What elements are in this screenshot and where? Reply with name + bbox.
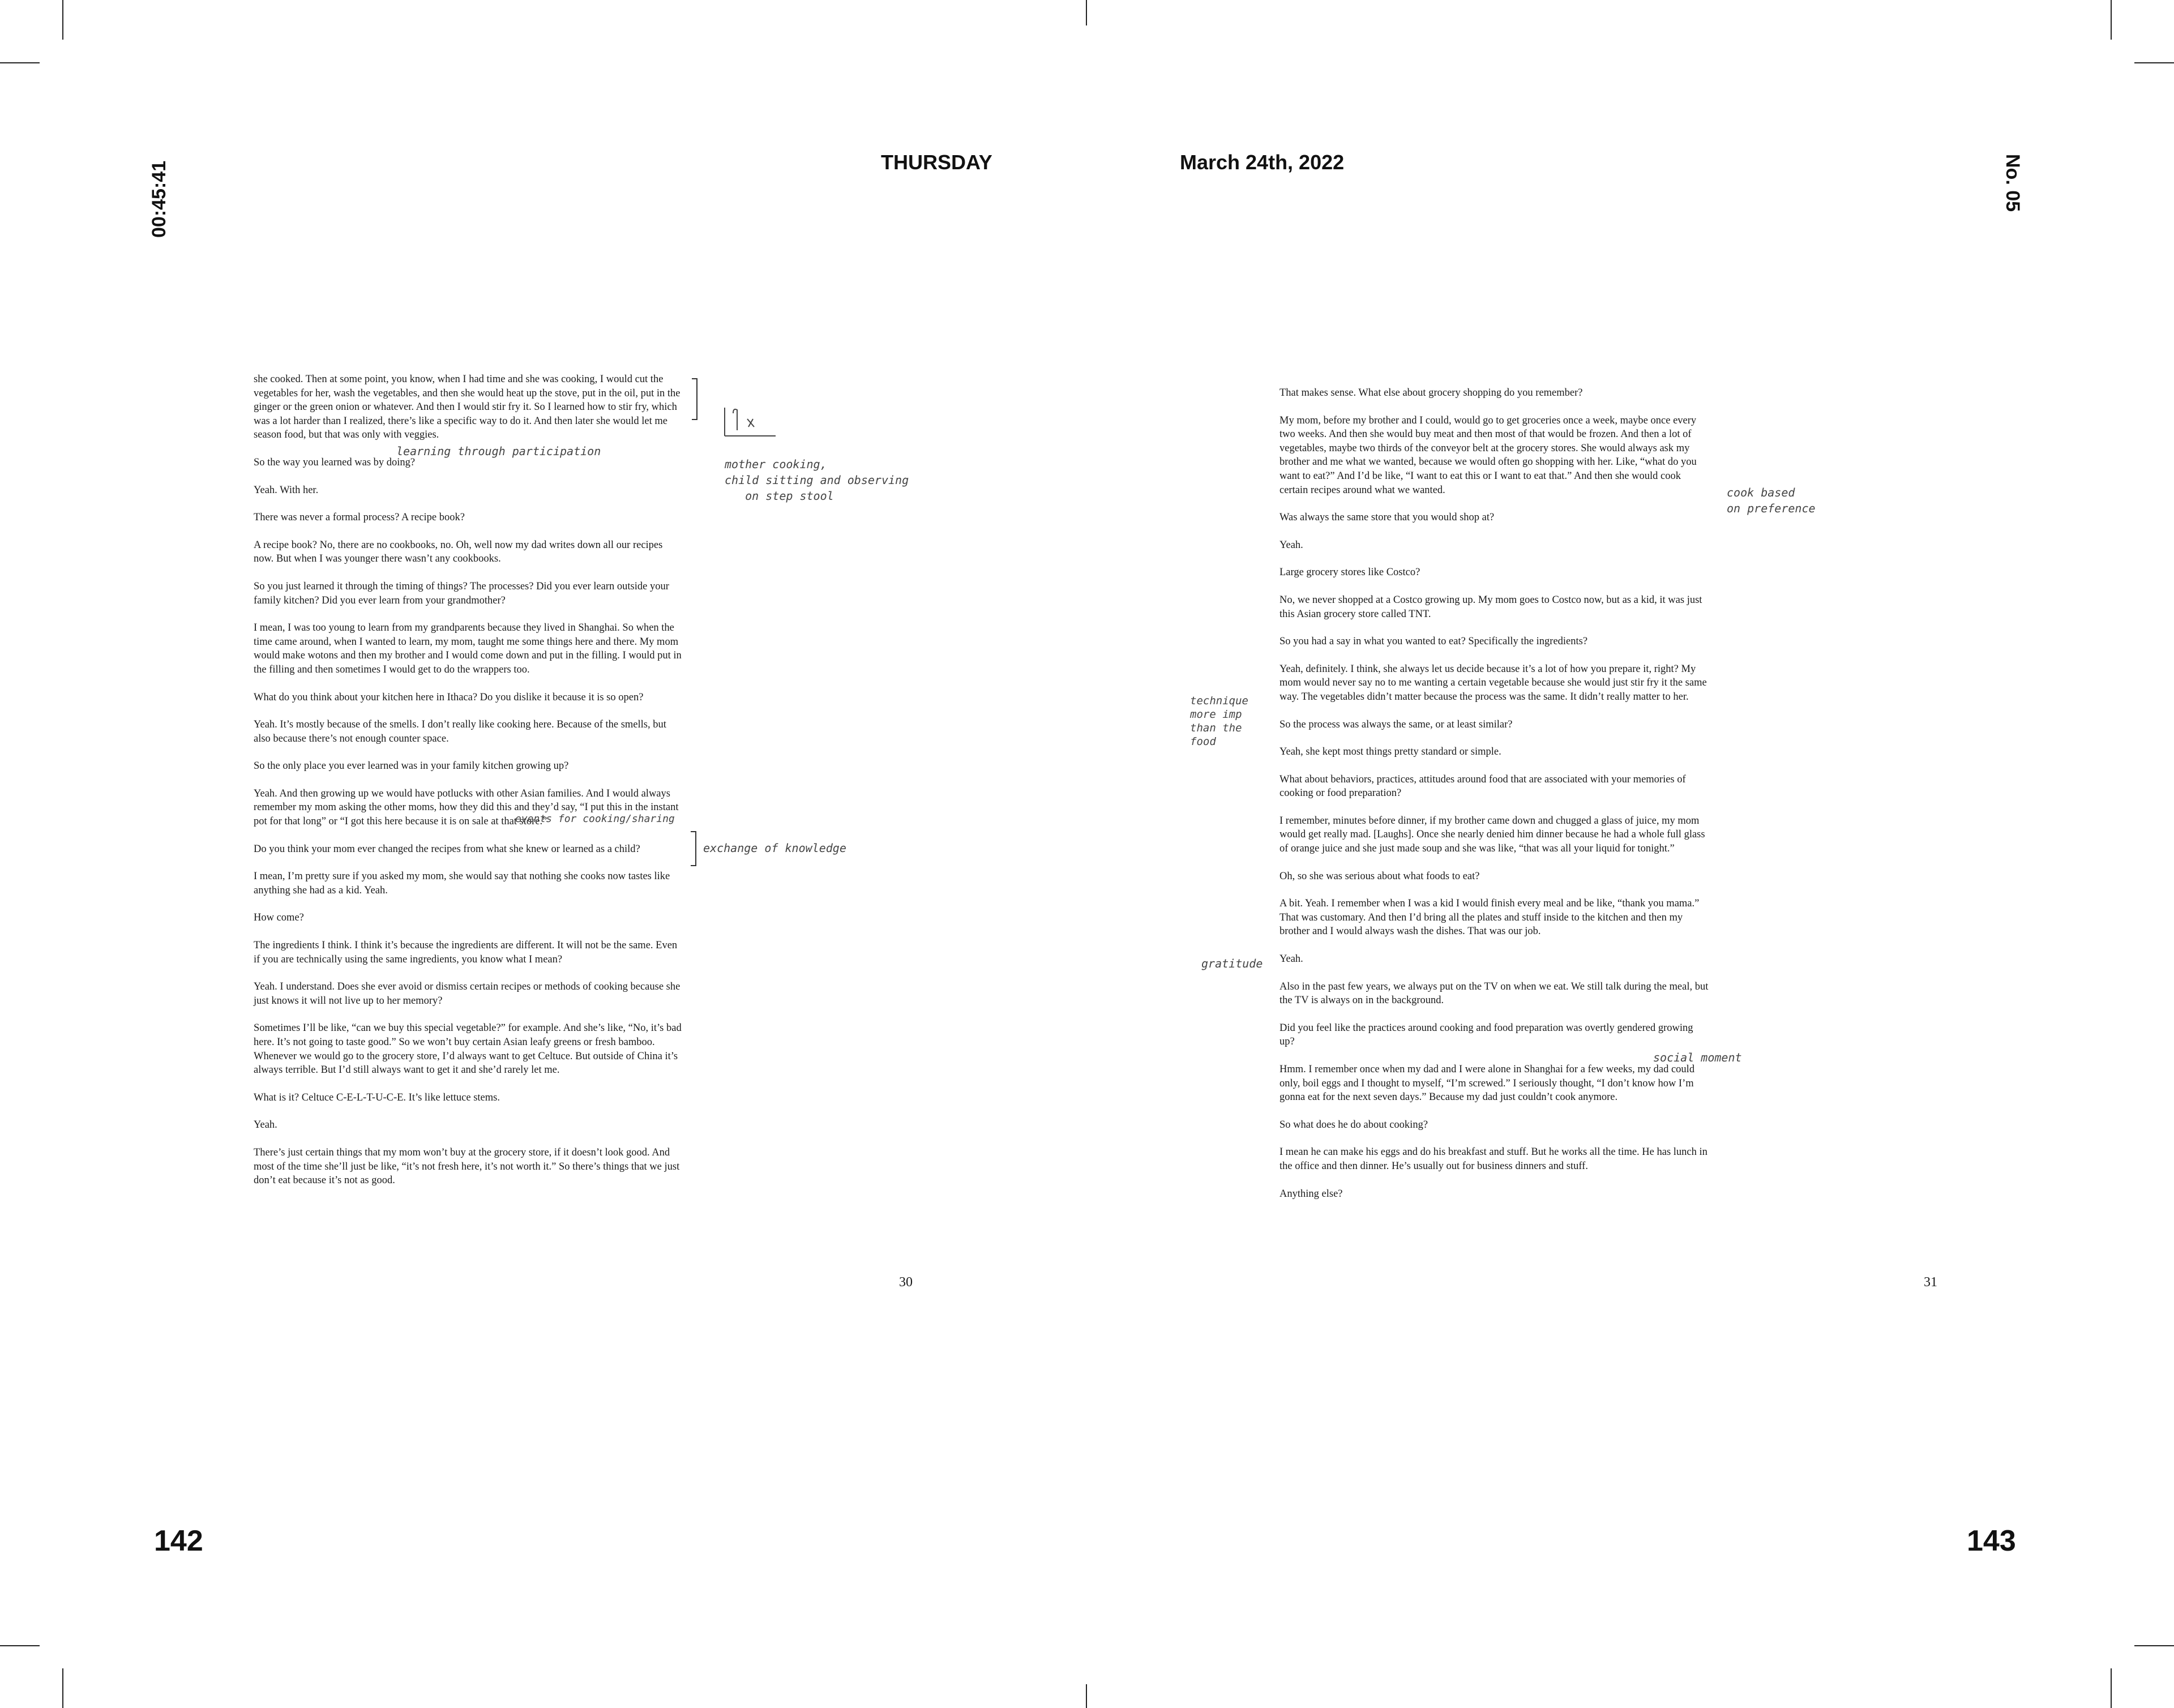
folio-right: 143	[1967, 1525, 2016, 1557]
paragraph: Yeah. I understand. Does she ever avoid or dismiss certain recipes or methods of cooking because she just knows it will not live up to her memory?	[254, 981, 681, 1007]
note-learning-participation: learning through participation	[396, 444, 601, 458]
paragraph: Was always the same store that you would shop at?	[1279, 512, 1495, 524]
paragraph: Yeah.	[1279, 953, 1303, 965]
crop-mark	[62, 1668, 63, 1708]
crop-mark	[62, 0, 63, 40]
note-gratitude: gratitude	[1201, 957, 1263, 970]
paragraph: There’s just certain things that my mom won’t buy at the grocery store, if it doesn’t look good. And most of the time she’ll just be like, “it’s not fresh here, it’s not worth it.” So there’s things that we just don’t eat because it’s not as good.	[254, 1146, 680, 1187]
right-transcript	[1279, 386, 1710, 1214]
note-events-cooking: events for cooking/sharing	[515, 813, 675, 825]
paragraph: Yeah.	[254, 1119, 277, 1131]
paragraph: My mom, before my brother and I could, would go to get groceries once a week, maybe once every two weeks. And then she would buy meat and then most of that would be frozen. And then a lot of vegetables, maybe two thirds of the conveyor belt at the grocery stores. She would always ask my brother and me what we wanted, because we would often go shopping with her. Like, “what do you want to eat?” And I’d be like, “I want to eat this or I want to eat that.” And then she would cook certain recipes around what we wanted.	[1279, 414, 1697, 496]
paragraph: I mean, I’m pretty sure if you asked my mom, she would say that nothing she cooks now tastes like anything she had as a kid. Yeah.	[254, 871, 670, 896]
paragraph: So you just learned it through the timing of things? The processes? Did you ever learn outside your family kitchen? Did you ever learn from your grandmother?	[254, 580, 669, 606]
paragraph: Large grocery stores like Costco?	[1279, 567, 1420, 579]
right-page	[1172, 306, 2015, 1398]
crop-mark	[1086, 1684, 1087, 1708]
paragraph: Yeah.	[1279, 539, 1303, 551]
crop-mark	[2134, 1645, 2174, 1646]
crop-mark	[2111, 0, 2112, 40]
crop-mark	[2111, 1668, 2112, 1708]
paragraph: Hmm. I remember once when my dad and I were alone in Shanghai for a few weeks, my dad could only, boil eggs and I thought to myself, “I’m screwed.” I seriously thought, “I don’t know how I’m gonna eat for the next seven days.” Because my dad just couldn’t cook anymore.	[1279, 1064, 1695, 1103]
crop-mark	[0, 62, 40, 63]
header-date: March 24th, 2022	[1180, 151, 1345, 174]
paragraph: So you had a say in what you wanted to eat? Specifically the ingredients?	[1279, 636, 1588, 648]
paragraph: Sometimes I’ll be like, “can we buy this special vegetable?” for example. And she’s like, “No, it’s bad here. It’s not going to taste good.” So we won’t buy certain Asian leafy greens or fresh bamboo. Whenever we would go to the grocery store, I’d always want to get Celtuce. But outside of China it’s always terrible. But I’d still always want to get it and she’d rarely let me.	[254, 1022, 682, 1076]
paragraph: How come?	[254, 912, 304, 924]
folio-left: 142	[154, 1525, 203, 1557]
note-cook-based-preference: cook based on preference	[1727, 486, 1816, 515]
paragraph: Yeah. And then growing up we would have potlucks with other Asian families. And I would always remember my mom asking the other moms, how they did this and they’d say, “I put this in the instant pot for that long” or “I got this here because it is on sale at that store.”	[254, 787, 679, 828]
header-day: THURSDAY	[881, 151, 992, 174]
paragraph: she cooked. Then at some point, you know, when I had time and she was cooking, I would cut the vegetables for her, wash the vegetables, and then she would heat up the stove, put in the oil, put in the ginger or the green onion or whatever. And then I would stir fry it. So I learned how to stir fry, which was a lot harder than I realized, there’s like a specific way to do it. And then later she would let me season food, but that was only with veggies.	[254, 374, 681, 441]
paragraph: So the only place you ever learned was in your family kitchen growing up?	[254, 760, 569, 772]
paragraph: I mean he can make his eggs and do his breakfast and stuff. But he works all the time. He has lunch in the office and then dinner. He’s usually out for business dinners and stuff.	[1279, 1146, 1707, 1172]
paragraph: Anything else?	[1279, 1188, 1343, 1200]
note-mother-cooking: mother cooking, child sitting and observing on step stool	[725, 457, 909, 503]
annotation-bracket	[691, 831, 696, 866]
step-stool-sketch	[713, 402, 781, 447]
paragraph: Oh, so she was serious about what foods to eat?	[1279, 870, 1480, 882]
paragraph: The ingredients I think. I think it’s because the ingredients are different. It will not be the same. Even if you are technically using the same ingredients, you know what I mean?	[254, 940, 678, 965]
paragraph: A recipe book? No, there are no cookbooks, no. Oh, well now my dad writes down all our recipes now. But when I was younger there wasn’t any cookbooks.	[254, 539, 663, 565]
crop-mark	[2134, 62, 2174, 63]
paragraph: Yeah. With her.	[254, 484, 319, 496]
paragraph: So the process was always the same, or at least similar?	[1279, 718, 1513, 730]
paragraph: I remember, minutes before dinner, if my brother came down and chugged a glass of juice, my mom would get really mad. [Laughs]. Once she nearly denied him dinner because he had a whole full glass of orange juice and she just made soup and she was like, “that was all your liquid for tonight.”	[1279, 815, 1705, 855]
paragraph: A bit. Yeah. I remember when I was a kid I would finish every meal and be like, “thank you mama.” That was customary. And then I’d bring all the plates and stuff inside to the kitchen and then my brother and I would always wash the dishes. That was our job.	[1279, 898, 1700, 938]
paragraph: Did you feel like the practices around cooking and food preparation was overtly gendered growing up?	[1279, 1022, 1693, 1048]
note-technique: technique more imp than the food	[1190, 695, 1248, 748]
crop-mark	[0, 1645, 40, 1646]
paragraph: Also in the past few years, we always put on the TV on when we eat. We still talk during the meal, but the TV is always on in the background.	[1279, 981, 1709, 1007]
page-number-left: 30	[899, 1275, 913, 1290]
paragraph: What is it? Celtuce C-E-L-T-U-C-E. It’s like lettuce stems.	[254, 1091, 500, 1103]
paragraph: That makes sense. What else about grocery shopping do you remember?	[1279, 387, 1583, 399]
annotation-bracket	[692, 378, 697, 420]
paragraph: No, we never shopped at a Costco growing up. My mom goes to Costco now, but as a kid, it was just this Asian grocery store called TNT.	[1279, 594, 1702, 620]
issue-number: No. 05	[2002, 154, 2023, 212]
paragraph: So what does he do about cooking?	[1279, 1119, 1428, 1131]
paragraph: Do you think your mom ever changed the recipes from what she knew or learned as a child?	[254, 843, 640, 855]
crop-mark	[1086, 0, 1087, 25]
note-social-moment: social moment	[1653, 1051, 1742, 1064]
paragraph: Yeah. It’s mostly because of the smells. I don’t really like cooking here. Because of the smells, but also because there’s not enough counter space.	[254, 719, 666, 744]
note-exchange-knowledge: exchange of knowledge	[703, 841, 846, 855]
paragraph: Yeah, definitely. I think, she always let us decide because it’s a lot of how you prepare it, right? My mom would never say no to me wanting a certain vegetable because she would just stir fry it the same way. The vegetables didn’t matter because the process was the same. It didn’t really matter to her.	[1279, 663, 1707, 703]
paragraph: What about behaviors, practices, attitudes around food that are associated with your memories of cooking or food preparation?	[1279, 773, 1686, 799]
paragraph: So the way you learned was by doing?	[254, 456, 416, 468]
paragraph: What do you think about your kitchen here in Ithaca? Do you dislike it because it is so open?	[254, 691, 644, 703]
paragraph: There was never a formal process? A recipe book?	[254, 512, 465, 524]
paragraph: Yeah, she kept most things pretty standard or simple.	[1279, 746, 1501, 758]
left-transcript	[254, 373, 684, 1201]
page-number-right: 31	[1924, 1275, 1937, 1290]
paragraph: I mean, I was too young to learn from my grandparents because they lived in Shanghai. So when the time came around, when I wanted to learn, my mom, taught me some things here and there. My mom would make wotons and then my brother and I would come down and put in the filling. I would put in the filling and then sometimes I would get to do the wrappers too.	[254, 622, 682, 675]
left-page	[215, 306, 991, 1398]
timecode: 00:45:41	[148, 160, 170, 238]
